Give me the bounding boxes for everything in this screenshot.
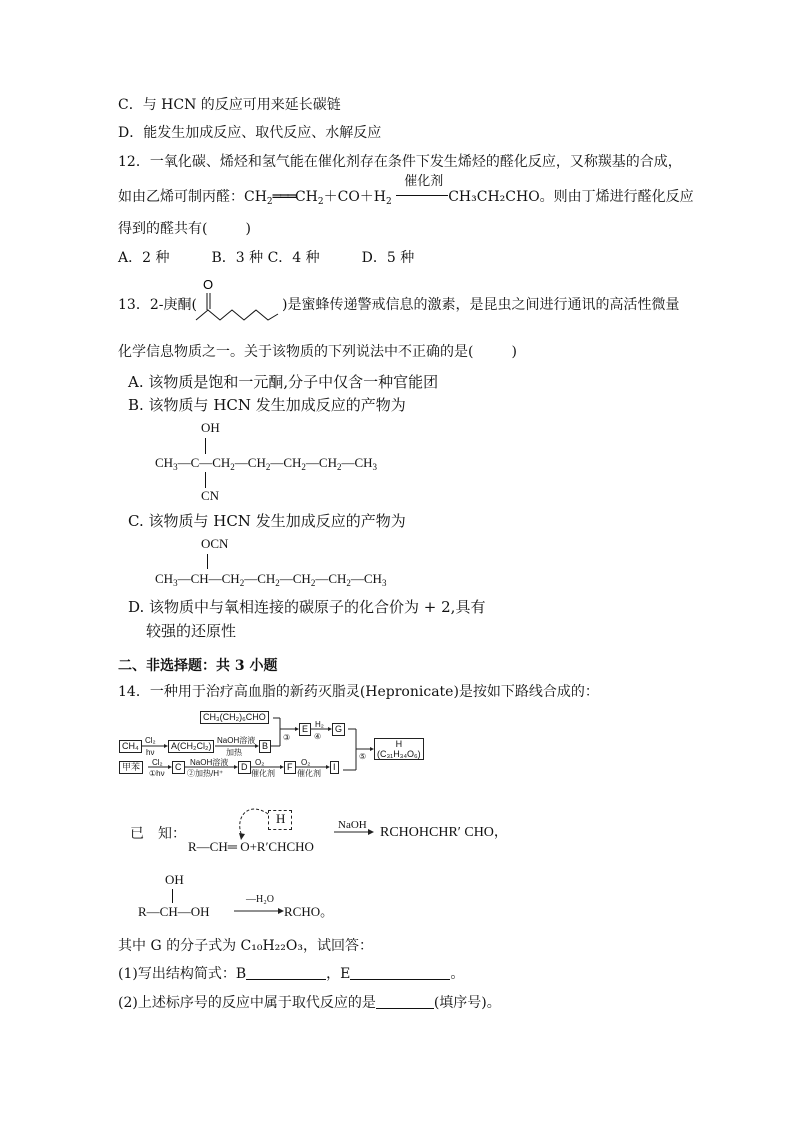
optc-main-chain: $CH_3—CH—CH_2—CH_2—CH_2—CH_2—CH_3$ — [155, 571, 387, 588]
box-a: A(CH₂Cl₂) — [168, 740, 214, 753]
box-ch4: CH₄ — [119, 740, 142, 753]
optb-oh-label: OH — [201, 420, 220, 435]
box-h-formula: (C₃₁H₃₄O₆) — [377, 749, 421, 759]
box-toluene: 甲苯 — [119, 761, 143, 774]
known-condition-naoh: NaOH — [338, 819, 367, 831]
optc-ocn-label: OCN — [201, 536, 229, 551]
q12-equation-line: 如由乙烯可制丙醛：$CH_2═══CH_2+CO+H_2$ 催化剂 CH₃CH₂CHO。则由丁烯进行醛化反应 — [118, 174, 694, 207]
box-d: D — [238, 761, 251, 774]
label-heat-a: 加热 — [226, 748, 242, 757]
label-step-4: ④ — [314, 732, 322, 741]
q12-eq-plus: ＋CO＋H — [323, 189, 387, 205]
q12-choices: A．2 种 B．3 种 C．4 种 D．5 种 — [118, 250, 415, 266]
known-product: RCHOHCHR′ CHO， — [380, 825, 508, 840]
answer-blank-substitution[interactable] — [376, 995, 434, 1009]
optb-vertical-bond-bottom — [205, 472, 206, 488]
known-h-label: H — [276, 811, 286, 826]
label-step-1-hv: ①hν — [149, 769, 165, 778]
box-b: B — [259, 740, 271, 753]
section-2-title: 二、非选择题：共 3 小题 — [118, 658, 278, 674]
label-catalyst-a: 催化剂 — [251, 769, 275, 778]
q14-subquestion-1: (1)写出结构简式：B ，E 。 — [118, 966, 465, 982]
label-naoh-b: NaOH溶液 — [190, 758, 229, 767]
q13-prefix: 13．2-庚酮( — [118, 297, 197, 313]
known-arrow — [334, 828, 374, 836]
label-step-5: ⑤ — [359, 752, 367, 761]
q12-eq-ch2-left: CH — [244, 189, 267, 205]
box-h — [374, 738, 424, 760]
known-reactant: R—CH═ O+R′CHCHO — [188, 839, 314, 854]
q12-reaction-arrow — [396, 195, 448, 196]
optc-vertical-bond — [207, 554, 208, 569]
label-catalyst-b: 催化剂 — [297, 769, 321, 778]
known2-reactant: R—CH—OH — [138, 904, 210, 919]
label-hv: hν — [146, 748, 155, 757]
box-i: I — [330, 761, 339, 774]
box-h-label: H — [395, 739, 403, 749]
optb-cn-label: CN — [201, 488, 220, 503]
box-g: G — [332, 723, 345, 736]
known2-vertical-bond — [172, 889, 173, 903]
optb-vertical-bond-top — [205, 438, 206, 454]
label-step-3: ③ — [283, 733, 291, 742]
q12-eq-suffix: 。则由丁烯进行醛化反应 — [539, 189, 694, 205]
q13-option-d-line2: 较强的还原性 — [146, 622, 237, 640]
q14-stem: 14．一种用于治疗高血脂的新药灭脂灵(Hepronicate)是按如下路线合成的： — [118, 684, 599, 700]
known2-arrow — [234, 907, 284, 915]
q13-stem-line2: 化学信息物质之一。关于该物质的下列说法中不正确的是( ) — [118, 344, 517, 360]
q12-catalyst-label: 催化剂 — [404, 174, 444, 189]
q13-option-c: C. 该物质与 HCN 发生加成反应的产物为 — [128, 512, 406, 530]
label-step-2-heat: ②加热/H⁺ — [187, 769, 224, 778]
q12-eq-product: CH₃CH₂CHO — [448, 189, 540, 205]
label-naoh-a: NaOH溶液 — [217, 736, 256, 745]
optb-main-chain: $CH_3—C—CH_2—CH_2—CH_2—CH_2—CH_3$ — [155, 455, 378, 472]
q11-option-c: C．与 HCN 的反应可用来延长碳链 — [118, 97, 341, 113]
known2-product: RCHO。 — [284, 904, 334, 919]
known-label: 已 知： — [130, 827, 186, 842]
label-cl2-a: Cl₂ — [145, 736, 156, 745]
synthesis-route-diagram — [118, 708, 428, 788]
q12-eq-prefix: 如由乙烯可制丙醛： — [118, 189, 244, 205]
q14-subquestion-2: (2)上述标序号的反应中属于取代反应的是 (填序号)。 — [118, 995, 501, 1011]
q12-eq-ch2-right: CH — [294, 189, 318, 205]
q13-option-d-line1: D. 该物质中与氧相连接的碳原子的化合价为 + 2,具有 — [128, 598, 486, 616]
heptanone-oxygen-label: O — [203, 277, 214, 292]
q14-g-formula: 其中 G 的分子式为 C₁₀H₂₂O₃，试回答： — [118, 938, 373, 954]
answer-blank-b[interactable] — [246, 966, 326, 980]
q13-option-a: A. 该物质是饱和一元酮,分子中仅含一种官能团 — [128, 373, 439, 391]
box-f: F — [284, 761, 296, 774]
label-o2-a: O₂ — [255, 758, 265, 767]
heptanone-structure — [190, 276, 282, 326]
q13-option-b: B. 该物质与 HCN 发生加成反应的产物为 — [128, 396, 406, 414]
box-c: C — [172, 761, 185, 774]
known2-oh-label: OH — [165, 872, 184, 887]
q12-stem-line1: 12．一氧化碳、烯烃和氢气能在催化剂存在条件下发生烯烃的醛化反应，又称羰基的合成， — [118, 154, 682, 170]
label-h2: H₂ — [315, 720, 324, 729]
known2-condition: —H₂O — [246, 894, 274, 905]
q11-option-d: D．能发生加成反应、取代反应、水解反应 — [118, 125, 382, 141]
label-cl2-b: Cl₂ — [152, 758, 163, 767]
answer-blank-e[interactable] — [350, 966, 450, 980]
q13-suffix: )是蜜蜂传递警戒信息的激素，是昆虫之间进行通讯的高活性微量 — [282, 297, 680, 313]
box-e: E — [299, 723, 311, 736]
q12-stem-line3: 得到的醛共有( ) — [118, 221, 251, 237]
label-o2-b: O₂ — [301, 758, 311, 767]
box-octanal: CH₃(CH₂)₆CHO — [200, 711, 269, 724]
